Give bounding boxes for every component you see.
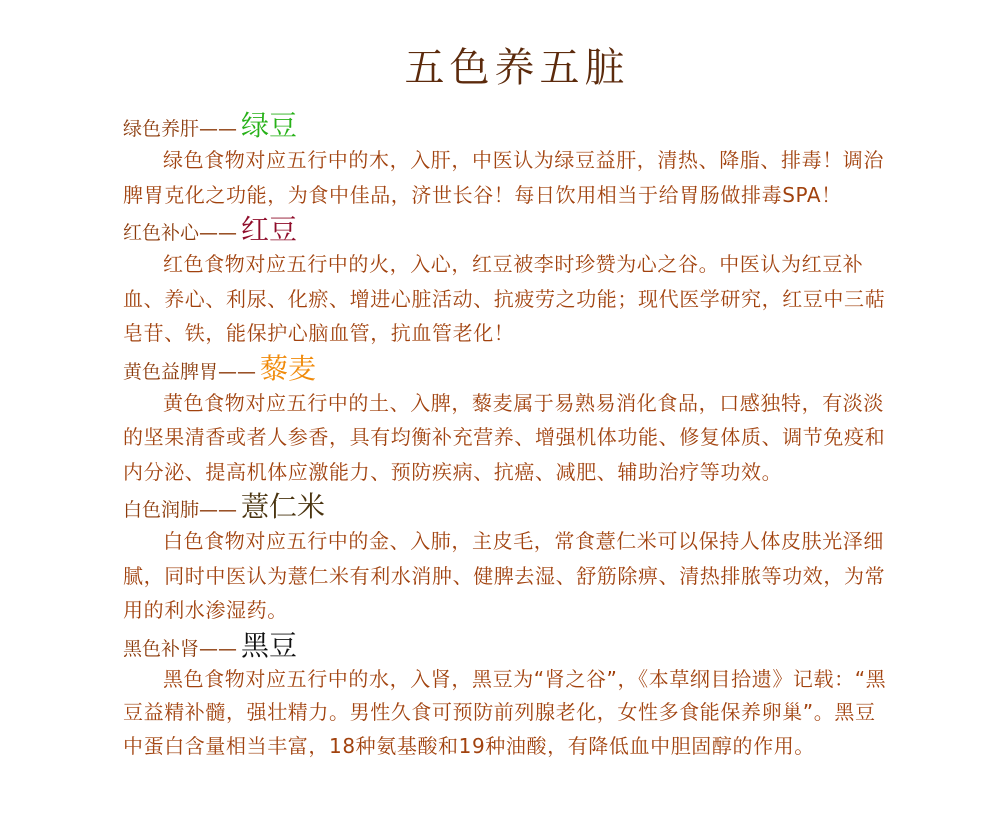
section-body: 白色食物对应五行中的金、入肺，主皮毛，常食薏仁米可以保持人体皮肤光泽细腻，同时中医认为薏仁米有利水消肿、健脾去湿、舒筋除痹、清热排脓等功效，为常用的利水渗湿药。 <box>123 529 886 622</box>
food-name: 薏仁米 <box>241 490 326 523</box>
section-body: 黄色食物对应五行中的土、入脾，藜麦属于易熟易消化食品，口感独特，有淡淡的坚果清香或者人参香，具有均衡补充营养、增强机体功能、修复体质、调节免疫和内分泌、提高机体应激能力、预防疾病、抗癌、减肥、辅助治疗等功效。 <box>123 390 886 484</box>
section-green <box>123 108 893 212</box>
section-heading <box>123 489 893 524</box>
section-heading <box>123 108 893 143</box>
food-name: 黑豆 <box>241 628 298 662</box>
section-heading-prefix: 绿色养肝—— <box>123 118 238 140</box>
section-body: 黑色食物对应五行中的水，入肾，黑豆为“肾之谷”，《本草纲目拾遗》记载：“黑豆益精补髓，强壮精力。男性久食可预防前列腺老化，女性多食能保养卵巢”。黑豆中蛋白含量相当丰富，18种氨基酸和19种油酸，有降低血中胆固醇的作用。 <box>123 666 887 758</box>
section-black <box>123 628 893 764</box>
section-heading <box>123 628 893 663</box>
section-red <box>123 212 893 351</box>
section-heading-prefix: 白色润肺—— <box>123 499 238 521</box>
section-heading-prefix: 黄色益脾胃—— <box>123 360 257 383</box>
section-heading <box>123 351 893 386</box>
section-yellow <box>123 351 893 490</box>
food-name: 红豆 <box>241 213 298 246</box>
page-title: 五色养五脏 <box>404 45 630 91</box>
food-name: 绿豆 <box>241 109 298 142</box>
food-name: 藜麦 <box>260 351 317 385</box>
section-body: 绿色食物对应五行中的木，入肝，中医认为绿豆益肝，清热、降脂、排毒！调治脾胃克化之功能，为食中佳品，济世长谷！每日饮用相当于给胃肠做排毒SPA！ <box>123 148 884 207</box>
section-heading <box>123 212 893 247</box>
section-heading-prefix: 黑色补肾—— <box>123 637 238 660</box>
section-body: 红色食物对应五行中的火，入心，红豆被李时珍赞为心之谷。中医认为红豆补血、养心、利尿、化瘀、增进心脏活动、抗疲劳之功能；现代医学研究，红豆中三萜皂苷、铁，能保护心脑血管，抗血管老化！ <box>123 252 886 345</box>
section-heading-prefix: 红色补心—— <box>123 222 238 244</box>
section-white <box>123 489 893 628</box>
article-content <box>123 108 893 763</box>
